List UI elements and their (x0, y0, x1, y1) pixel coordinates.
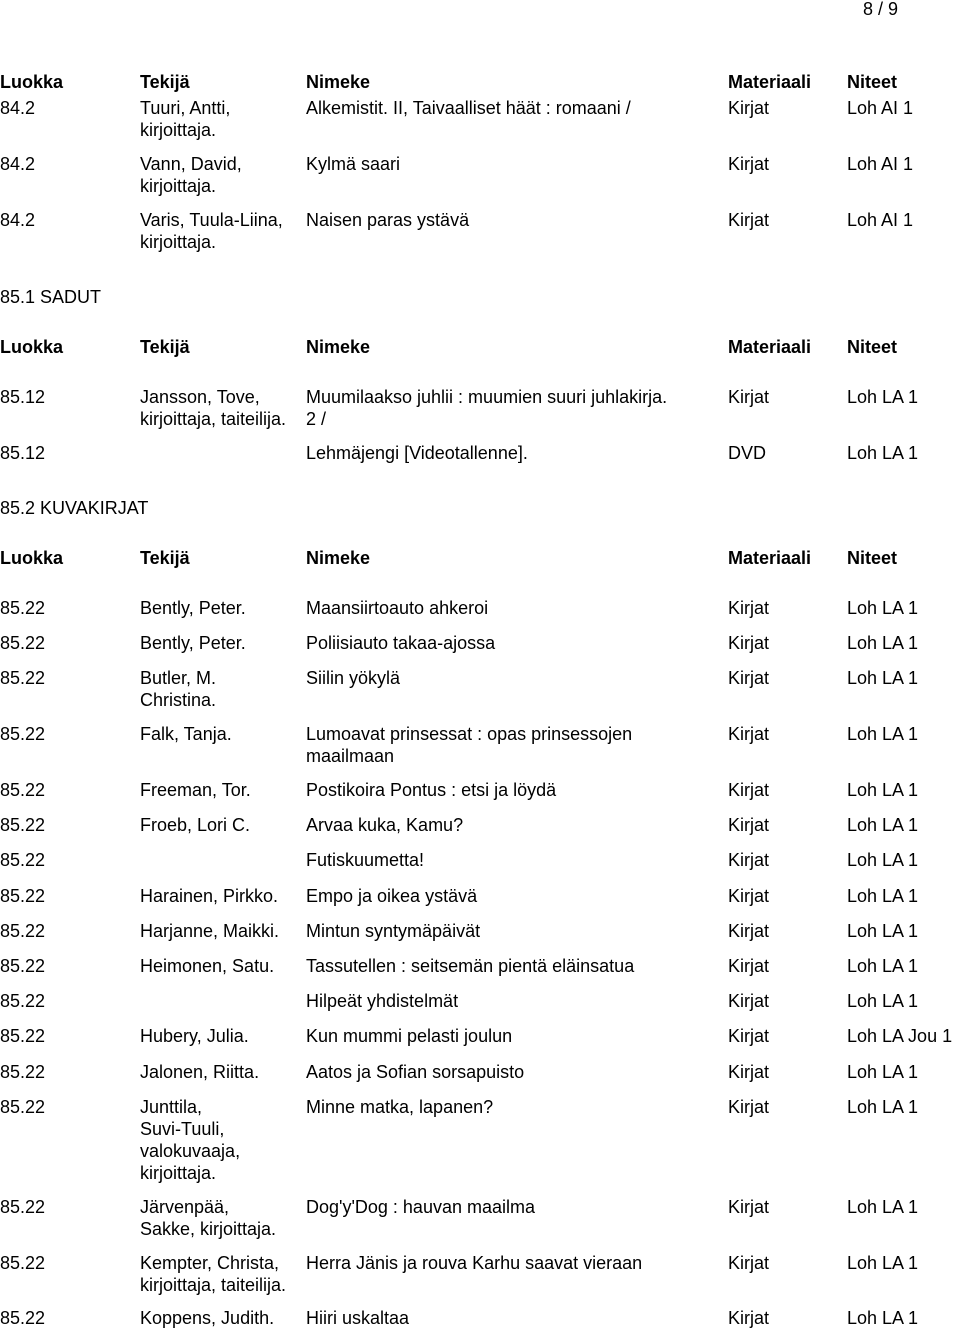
cell-niteet: Loh LA 1 (847, 1308, 919, 1328)
cell-nimeke (306, 1061, 524, 1083)
table-row (0, 632, 960, 654)
table-row (0, 920, 960, 942)
column-header-luokka: Luokka (0, 548, 64, 568)
cell-tekija-line: Jansson, Tove, (140, 387, 260, 407)
cell-materiaali: Kirjat (728, 1197, 770, 1217)
column-header-materiaali: Materiaali (728, 548, 812, 568)
cell-materiaali: Kirjat (728, 598, 770, 618)
cell-nimeke-line: Maansiirtoauto ahkeroi (306, 598, 489, 618)
table-row (0, 1196, 960, 1239)
cell-nimeke (306, 1096, 493, 1118)
cell-nimeke (306, 1025, 512, 1047)
table-row (0, 442, 960, 464)
cell-nimeke (306, 885, 477, 907)
table-row (0, 1061, 960, 1083)
cell-luokka: 85.22 (0, 1197, 46, 1217)
cell-tekija-line: Järvenpää, (140, 1197, 230, 1217)
cell-niteet: Loh AI 1 (847, 98, 914, 118)
cell-tekija (140, 97, 230, 141)
cell-luokka: 85.22 (0, 991, 46, 1011)
cell-tekija-line: Junttila, (140, 1097, 203, 1117)
cell-materiaali: Kirjat (728, 387, 770, 407)
table-row (0, 1096, 960, 1183)
cell-nimeke-line: Kylmä saari (306, 154, 401, 174)
cell-nimeke (306, 990, 458, 1012)
cell-tekija (140, 1252, 286, 1296)
cell-tekija (140, 667, 216, 711)
cell-nimeke-line: Siilin yökylä (306, 668, 401, 688)
cell-nimeke-line: Poliisiauto takaa-ajossa (306, 633, 496, 653)
cell-luokka: 84.2 (0, 154, 36, 174)
table-row (0, 209, 960, 252)
cell-materiaali: Kirjat (728, 815, 770, 835)
cell-luokka: 85.22 (0, 1308, 46, 1328)
cell-tekija-line: Hubery, Julia. (140, 1026, 249, 1046)
cell-nimeke (306, 209, 469, 231)
cell-niteet: Loh AI 1 (847, 210, 914, 230)
cell-nimeke-line: Kun mummi pelasti joulun (306, 1026, 513, 1046)
cell-niteet: Loh LA 1 (847, 921, 919, 941)
cell-luokka: 85.22 (0, 1097, 46, 1117)
cell-tekija (140, 723, 232, 745)
cell-tekija-line: Kempter, Christa, (140, 1253, 280, 1273)
column-header-luokka: Luokka (0, 72, 64, 92)
cell-niteet: Loh LA 1 (847, 886, 919, 906)
cell-niteet: Loh LA 1 (847, 443, 919, 463)
cell-nimeke-line: Aatos ja Sofian sorsapuisto (306, 1062, 525, 1082)
cell-nimeke-line: Muumilaakso juhlii : muumien suuri juhlakirja. (306, 387, 668, 407)
cell-materiaali: Kirjat (728, 1308, 770, 1328)
cell-luokka: 85.22 (0, 724, 46, 744)
cell-nimeke-line: Tassutellen : seitsemän pientä eläinsatua (306, 956, 635, 976)
cell-nimeke-line: Minne matka, lapanen? (306, 1097, 494, 1117)
cell-tekija-line: kirjoittaja. (140, 1163, 217, 1183)
cell-nimeke-line: Mintun syntymäpäivät (306, 921, 481, 941)
cell-niteet: Loh LA 1 (847, 991, 919, 1011)
cell-tekija-line: Freeman, Tor. (140, 780, 251, 800)
table-row (0, 814, 960, 836)
cell-materiaali: Kirjat (728, 886, 770, 906)
cell-tekija-line: Varis, Tuula-Liina, (140, 210, 283, 230)
cell-tekija-line: Froeb, Lori C. (140, 815, 251, 835)
cell-luokka: 85.22 (0, 598, 46, 618)
cell-tekija-line: Sakke, kirjoittaja. (140, 1219, 277, 1239)
cell-tekija (140, 632, 246, 654)
cell-tekija-line: Heimonen, Satu. (140, 956, 275, 976)
cell-tekija (140, 955, 274, 977)
cell-luokka: 85.22 (0, 1253, 46, 1273)
cell-niteet: Loh LA 1 (847, 598, 919, 618)
table-row (0, 153, 960, 196)
cell-luokka: 85.22 (0, 850, 46, 870)
cell-tekija (140, 920, 279, 942)
cell-niteet: Loh LA 1 (847, 633, 919, 653)
cell-materiaali: Kirjat (728, 98, 770, 118)
table-row (0, 386, 960, 429)
column-header-row (0, 547, 960, 569)
column-header-nimeke: Nimeke (306, 72, 371, 92)
section-title: 85.2 KUVAKIRJAT (0, 498, 149, 518)
column-header-row (0, 71, 960, 93)
cell-tekija-line: Butler, M. (140, 668, 217, 688)
cell-luokka: 85.22 (0, 1062, 46, 1082)
cell-luokka: 85.22 (0, 956, 46, 976)
table-row (0, 990, 960, 1012)
cell-tekija (140, 885, 278, 907)
cell-materiaali: Kirjat (728, 1062, 770, 1082)
cell-materiaali: Kirjat (728, 1253, 770, 1273)
cell-niteet: Loh LA 1 (847, 724, 919, 744)
cell-nimeke-line: Naisen paras ystävä (306, 210, 470, 230)
cell-tekija-line: Bently, Peter. (140, 598, 246, 618)
cell-tekija (140, 1025, 249, 1047)
table-row (0, 849, 960, 871)
table-row (0, 723, 960, 766)
cell-tekija-line: Vann, David, (140, 154, 242, 174)
cell-luokka: 85.12 (0, 387, 46, 407)
cell-luokka: 85.22 (0, 633, 46, 653)
column-header-tekija: Tekijä (140, 72, 190, 92)
table-row (0, 97, 960, 140)
cell-materiaali: Kirjat (728, 154, 770, 174)
column-header-materiaali: Materiaali (728, 337, 812, 357)
cell-nimeke-line: Hilpeät yhdistelmät (306, 991, 459, 1011)
cell-nimeke-line: Lehmäjengi [Videotallenne]. (306, 443, 528, 463)
cell-luokka: 85.22 (0, 921, 46, 941)
cell-tekija (140, 209, 283, 253)
cell-nimeke (306, 920, 480, 942)
table-row (0, 885, 960, 907)
cell-niteet: Loh LA 1 (847, 815, 919, 835)
cell-nimeke-line: Arvaa kuka, Kamu? (306, 815, 464, 835)
section-title: 85.1 SADUT (0, 287, 102, 307)
cell-tekija-line: kirjoittaja, taiteilija. (140, 409, 287, 429)
cell-niteet: Loh LA 1 (847, 850, 919, 870)
cell-niteet: Loh LA 1 (847, 1062, 919, 1082)
table-row (0, 667, 960, 710)
table-row (0, 1307, 960, 1329)
cell-nimeke (306, 1196, 535, 1218)
cell-nimeke (306, 814, 463, 836)
cell-materiaali: Kirjat (728, 850, 770, 870)
column-header-niteet: Niteet (847, 337, 898, 357)
cell-tekija-line: kirjoittaja. (140, 232, 217, 252)
cell-niteet: Loh LA 1 (847, 1097, 919, 1117)
cell-nimeke (306, 442, 528, 464)
cell-nimeke-line: Postikoira Pontus : etsi ja löydä (306, 780, 557, 800)
cell-nimeke (306, 1252, 642, 1274)
cell-nimeke-line: Hiiri uskaltaa (306, 1308, 410, 1328)
cell-tekija-line: Koppens, Judith. (140, 1308, 275, 1328)
cell-materiaali: Kirjat (728, 921, 770, 941)
column-header-materiaali: Materiaali (728, 72, 812, 92)
cell-materiaali: Kirjat (728, 1026, 770, 1046)
cell-luokka: 85.22 (0, 815, 46, 835)
cell-nimeke (306, 386, 667, 430)
column-header-niteet: Niteet (847, 548, 898, 568)
cell-nimeke-line: Alkemistit. II, Taivaalliset häät : romaani / (306, 98, 631, 118)
cell-nimeke (306, 723, 632, 767)
cell-luokka: 85.22 (0, 668, 46, 688)
cell-tekija (140, 597, 246, 619)
cell-tekija-line: valokuvaaja, (140, 1141, 241, 1161)
cell-materiaali: Kirjat (728, 210, 770, 230)
cell-nimeke (306, 849, 424, 871)
cell-nimeke-line: Futiskuumetta! (306, 850, 425, 870)
table-row (0, 779, 960, 801)
table-row (0, 597, 960, 619)
cell-nimeke-line: Empo ja oikea ystävä (306, 886, 478, 906)
cell-niteet: Loh LA 1 (847, 668, 919, 688)
cell-materiaali: Kirjat (728, 956, 770, 976)
cell-tekija (140, 1096, 240, 1184)
cell-materiaali: Kirjat (728, 1097, 770, 1117)
cell-tekija-line: Bently, Peter. (140, 633, 246, 653)
cell-tekija-line: Jalonen, Riitta. (140, 1062, 260, 1082)
cell-tekija (140, 1061, 259, 1083)
cell-nimeke-line: Lumoavat prinsessat : opas prinsessojen (306, 724, 633, 744)
cell-niteet: Loh LA Jou 1 (847, 1026, 953, 1046)
cell-niteet: Loh AI 1 (847, 154, 914, 174)
cell-materiaali: DVD (728, 443, 767, 463)
cell-luokka: 85.22 (0, 1026, 46, 1046)
cell-nimeke (306, 153, 400, 175)
cell-tekija-line: kirjoittaja. (140, 176, 217, 196)
cell-tekija-line: kirjoittaja. (140, 120, 217, 140)
cell-tekija-line: Tuuri, Antti, (140, 98, 231, 118)
cell-tekija-line: Harjanne, Maikki. (140, 921, 280, 941)
cell-tekija (140, 386, 286, 430)
column-header-tekija: Tekijä (140, 337, 190, 357)
cell-nimeke (306, 667, 400, 689)
cell-tekija-line: Suvi-Tuuli, (140, 1119, 225, 1139)
cell-nimeke (306, 597, 488, 619)
cell-nimeke (306, 97, 631, 119)
cell-niteet: Loh LA 1 (847, 1197, 919, 1217)
table-row (0, 1025, 960, 1047)
table-row (0, 955, 960, 977)
cell-nimeke-line: Herra Jänis ja rouva Karhu saavat vieraan (306, 1253, 643, 1273)
cell-luokka: 84.2 (0, 210, 36, 230)
cell-nimeke-line: Dog'y'Dog : hauvan maailma (306, 1197, 535, 1217)
cell-tekija-line: Harainen, Pirkko. (140, 886, 279, 906)
cell-tekija (140, 1307, 274, 1329)
cell-niteet: Loh LA 1 (847, 387, 919, 407)
column-header-niteet: Niteet (847, 72, 898, 92)
cell-tekija (140, 779, 251, 801)
cell-materiaali: Kirjat (728, 668, 770, 688)
cell-nimeke (306, 1307, 409, 1329)
column-header-tekija: Tekijä (140, 548, 190, 568)
cell-nimeke (306, 632, 495, 654)
cell-niteet: Loh LA 1 (847, 780, 919, 800)
cell-nimeke (306, 779, 556, 801)
cell-tekija-line: Falk, Tanja. (140, 724, 232, 744)
cell-materiaali: Kirjat (728, 991, 770, 1011)
column-header-nimeke: Nimeke (306, 337, 371, 357)
cell-tekija (140, 1196, 276, 1240)
cell-tekija (140, 153, 242, 197)
cell-materiaali: Kirjat (728, 724, 770, 744)
cell-tekija (140, 814, 250, 836)
cell-nimeke-line: maailmaan (306, 746, 395, 766)
cell-tekija-line: Christina. (140, 690, 217, 710)
page-number: 8 / 9 (862, 0, 898, 19)
column-header-nimeke: Nimeke (306, 548, 371, 568)
cell-materiaali: Kirjat (728, 633, 770, 653)
cell-luokka: 85.22 (0, 886, 46, 906)
cell-niteet: Loh LA 1 (847, 956, 919, 976)
column-header-row (0, 336, 960, 358)
column-header-luokka: Luokka (0, 337, 64, 357)
cell-luokka: 85.12 (0, 443, 46, 463)
cell-tekija-line: kirjoittaja, taiteilija. (140, 1275, 287, 1295)
cell-luokka: 85.22 (0, 780, 46, 800)
cell-nimeke (306, 955, 634, 977)
cell-luokka: 84.2 (0, 98, 36, 118)
cell-materiaali: Kirjat (728, 780, 770, 800)
table-row (0, 1252, 960, 1295)
cell-niteet: Loh LA 1 (847, 1253, 919, 1273)
cell-nimeke-line: 2 / (306, 409, 327, 429)
